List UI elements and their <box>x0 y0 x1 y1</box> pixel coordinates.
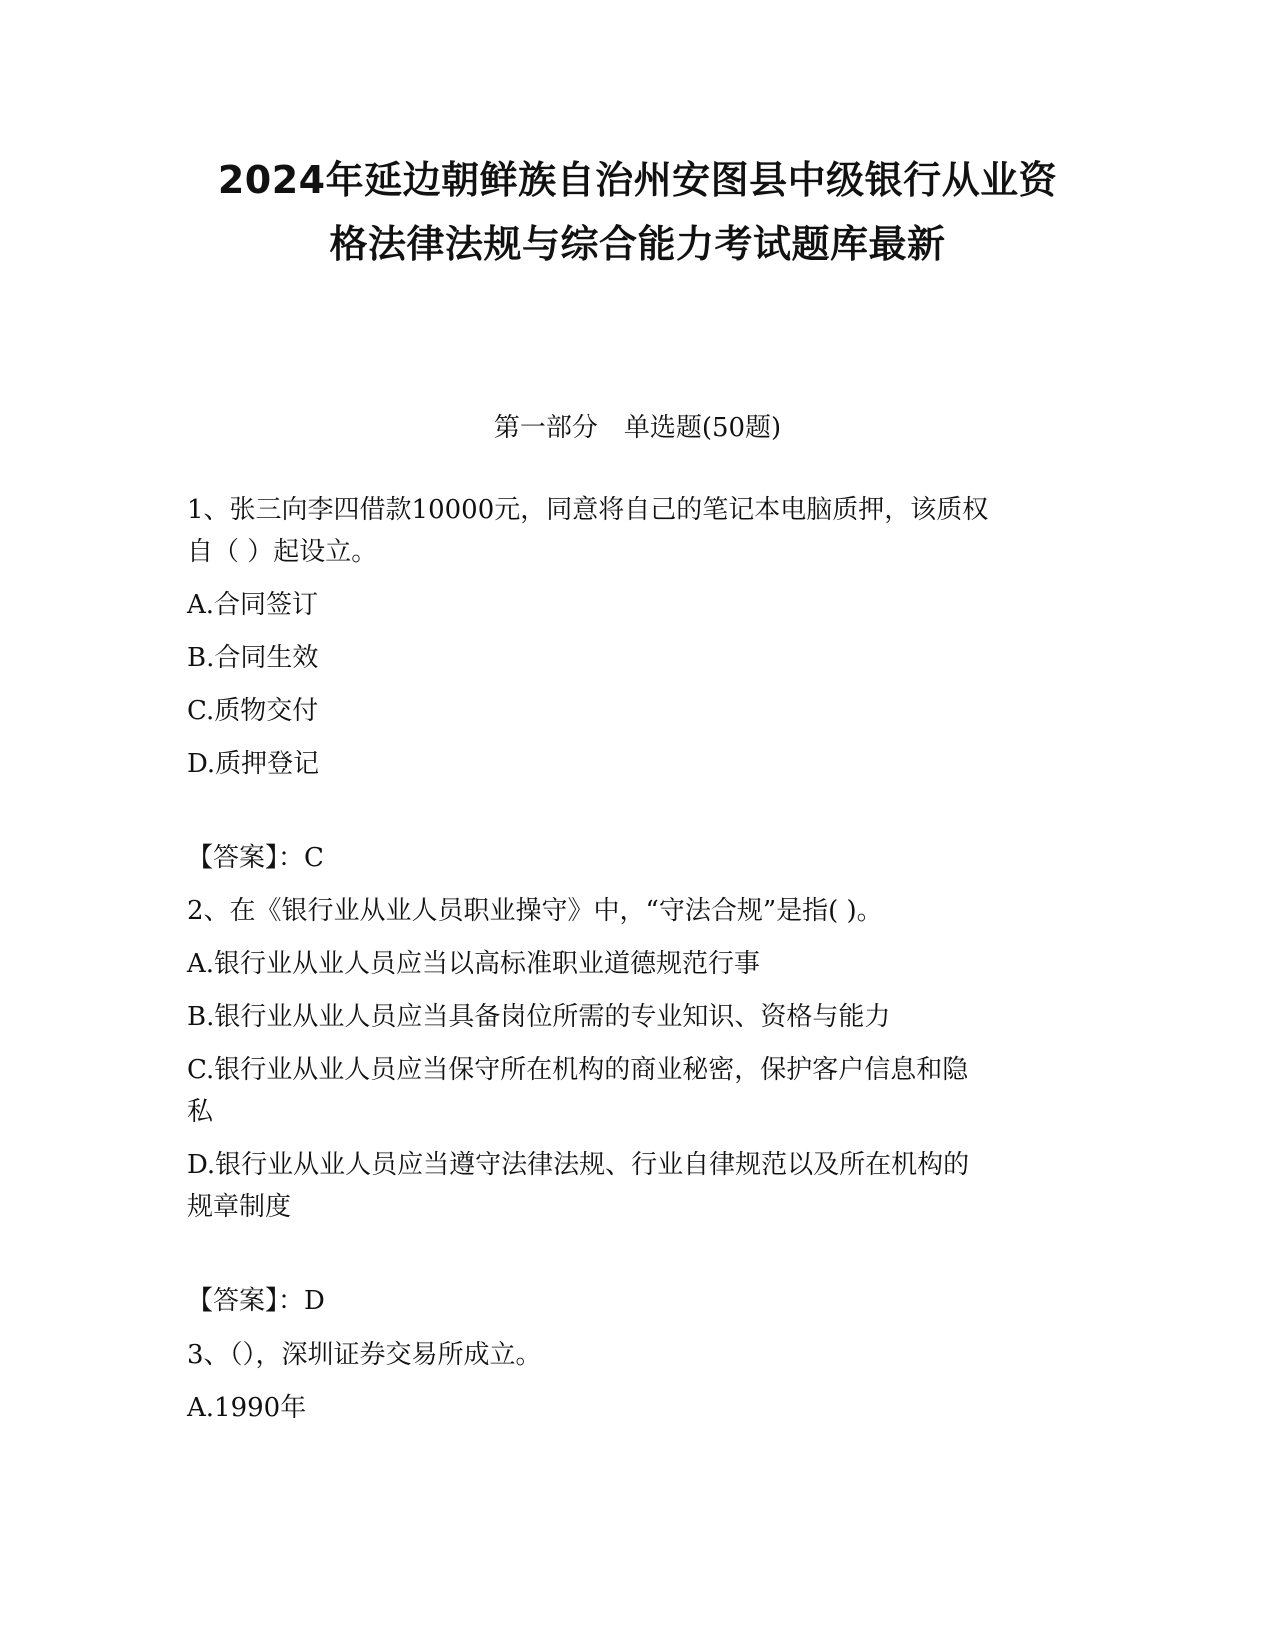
question-1-answer: 【答案】：C <box>187 843 324 873</box>
question-3-option-a: A.1990年 <box>187 1393 307 1423</box>
question-2-stem: 2、在《银行业从业人员职业操守》中，“守法合规”是指( )。 <box>187 896 883 926</box>
section-heading: 第一部分 单选题(50题) <box>493 413 782 443</box>
document-title <box>150 148 1125 276</box>
question-3-stem: 3、（），深圳证券交易所成立。 <box>187 1340 542 1370</box>
question-1-option-c: C.质物交付 <box>187 696 319 726</box>
question-2-option-c-line-1: C.银行业从业人员应当保守所在机构的商业秘密，保护客户信息和隐 <box>187 1055 969 1085</box>
question-2-answer: 【答案】：D <box>187 1286 325 1316</box>
question-1-stem-line-2: 自（ ）起设立。 <box>187 537 378 567</box>
question-2-option-d-line-1: D.银行业从业人员应当遵守法律法规、行业自律规范以及所在机构的 <box>187 1150 970 1180</box>
question-1-option-d: D.质押登记 <box>187 749 320 779</box>
question-1-option-a: A.合同签订 <box>187 590 319 620</box>
question-2-option-c-line-2: 私 <box>187 1097 214 1127</box>
title-line-2: 格法律法规与综合能力考试题库最新 <box>329 222 946 266</box>
question-2-option-a: A.银行业从业人员应当以高标准职业道德规范行事 <box>187 949 761 979</box>
question-2-option-b: B.银行业从业人员应当具备岗位所需的专业知识、资格与能力 <box>187 1002 891 1032</box>
title-line-1: 2024年延边朝鲜族自治州安图县中级银行从业资 <box>217 158 1058 202</box>
question-1-stem-line-1: 1、张三向李四借款10000元，同意将自己的笔记本电脑质押，该质权 <box>187 495 989 525</box>
question-2-option-d-line-2: 规章制度 <box>187 1192 292 1222</box>
question-1-option-b: B.合同生效 <box>187 643 319 673</box>
